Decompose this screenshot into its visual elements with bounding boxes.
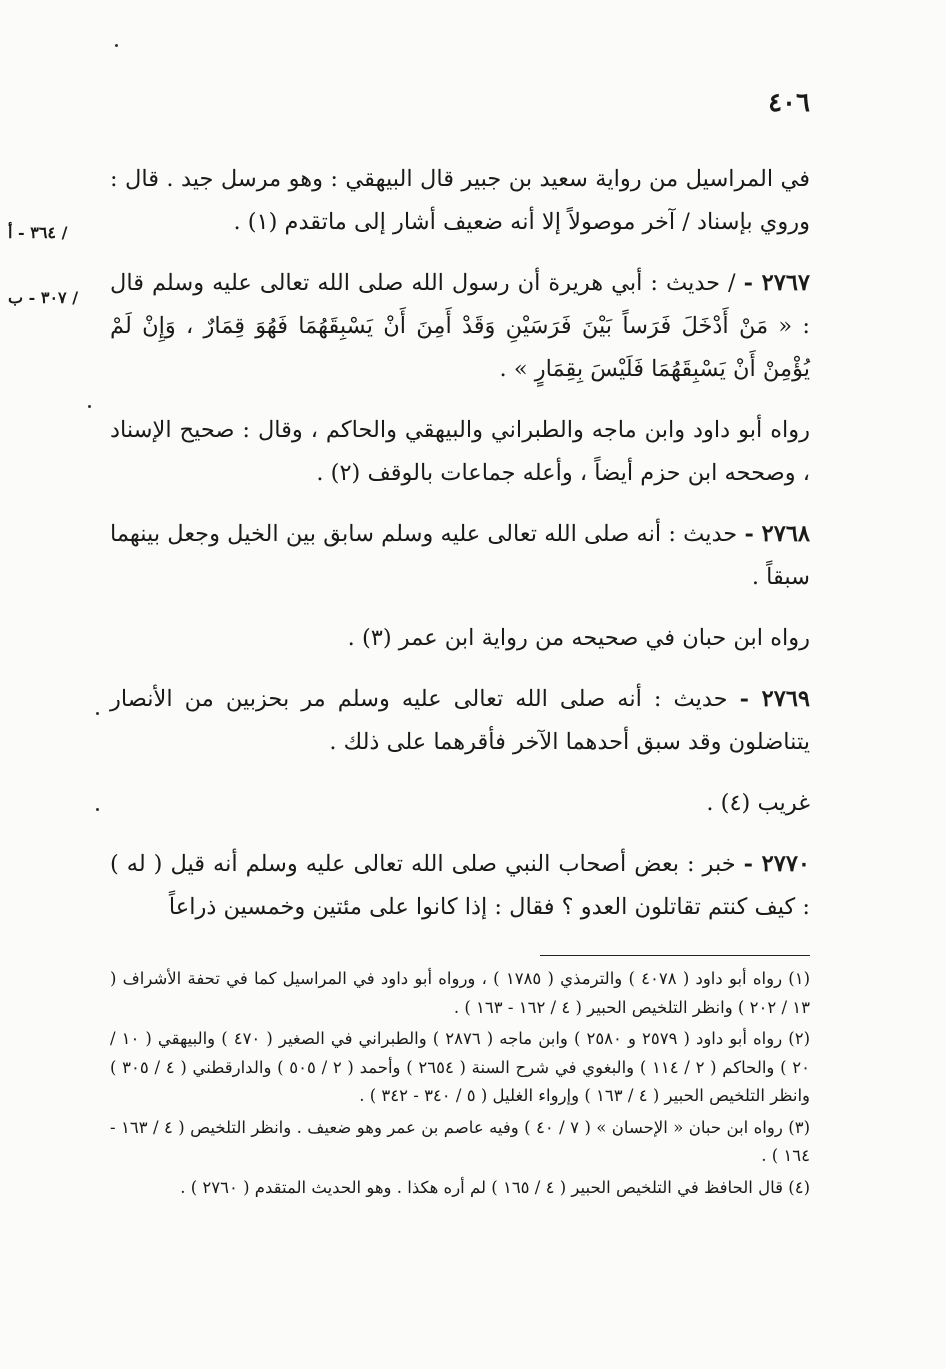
paragraph-7: [110, 782, 810, 825]
paragraph-text: حديث : أنه صلى الله تعالى عليه وسلم مر بحزبين من الأنصار يتناضلون وقد سبق أحدهما الآخر فأقرهما على ذلك .: [110, 686, 810, 755]
hadith-number: ٢٧٦٨ -: [744, 521, 811, 547]
hadith-number: ٢٧٦٩ -: [739, 686, 811, 712]
hadith-2769: [110, 678, 810, 764]
footnote-3: (٣) رواه ابن حبان « الإحسان » ( ٧ / ٤٠ ) وفيه عاصم بن عمر وهو ضعيف . وانظر التلخيص ( ٤ / ١٦٣ - ١٦٤ ) .: [110, 1117, 810, 1165]
margin-ref-2: / ٣٠٧ - ب: [8, 288, 79, 307]
paragraph-text: رواه أبو داود وابن ماجه والطبراني والبيهقي والحاكم ، وقال : صحيح الإسناد ، وصححه ابن حزم أيضاً ، وأعله جماعات بالوقف (٢) .: [110, 417, 810, 486]
margin-ref-1: / ٣٦٤ - أ: [8, 223, 68, 242]
page-number: ٤٠٦: [768, 88, 810, 118]
footnote-2: (٢) رواه أبو داود ( ٢٥٧٩ و ٢٥٨٠ ) وابن ماجه ( ٢٨٧٦ ) والطبراني في الصغير ( ٤٧٠ ) والبيهقي ( ١٠ / ٢٠ ) والحاكم ( ٢ / ١١٤ ) والبغوي في شرح السنة ( ٢٦٥٤ ) وأحمد ( ٢ / ٥٠٥ ) والدارقطني ( ٤ / ٣٠٥ ) وانظر التلخيص الحبير ( ٤ / ١٦٣ ) وإرواء الغليل ( ٥ / ٣٤٠ - ٣٤٢ ) .: [110, 1029, 811, 1105]
hadith-number: ٢٧٦٧ -: [743, 270, 810, 296]
scan-speck: [115, 44, 118, 47]
footnote-divider: [540, 955, 810, 956]
footnotes: [110, 965, 810, 1205]
footnote-4: (٤) قال الحافظ في التلخيص الحبير ( ٤ / ١٦٥ ) لم أره هكذا . وهو الحديث المتقدم ( ٢٧٦٠ ) .: [180, 1177, 810, 1197]
scan-speck: [88, 405, 91, 408]
paragraph-text: / حديث : أبي هريرة أن رسول الله صلى الله تعالى عليه وسلم قال : « مَنْ أَدْخَلَ فَرَساً بَيْنَ فَرَسَيْنِ وَقَدْ أَمِنَ أَنْ يَسْبِقَهُمَا فَهُوَ قِمَارٌ ، وَإِنْ لَمْ يُؤْمِنْ أَنْ يَسْبِقَهُمَا فَلَيْسَ بِقِمَارٍ » .: [110, 270, 810, 382]
paragraph-1: [110, 158, 810, 244]
paragraph-3: [110, 409, 810, 495]
footnote-1: (١) رواه أبو داود ( ٤٠٧٨ ) والترمذي ( ١٧٨٥ ) ، ورواه أبو داود في المراسيل كما في تحفة الأشراف ( ١٣ / ٢٠٢ ) وانظر التلخيص الحبير ( ٤ / ١٦٢ - ١٦٣ ) .: [110, 969, 811, 1017]
scan-speck: [96, 808, 99, 811]
hadith-2770: [110, 843, 810, 929]
paragraph-5: [110, 617, 810, 660]
paragraph-text: حديث : أنه صلى الله تعالى عليه وسلم سابق بين الخيل وجعل بينهما سبقاً .: [110, 521, 810, 590]
paragraph-text: في المراسيل من رواية سعيد بن جبير قال البيهقي : وهو مرسل جيد . قال : وروي بإسناد / آخر موصولاً إلا أنه ضعيف أشار إلى ماتقدم (١) .: [110, 166, 810, 235]
main-text: [110, 158, 810, 947]
paragraph-text: غريب (٤) .: [706, 790, 810, 816]
hadith-2767: [110, 262, 810, 391]
hadith-number: ٢٧٧٠ -: [743, 851, 811, 877]
paragraph-text: رواه ابن حبان في صحيحه من رواية ابن عمر (٣) .: [347, 625, 810, 651]
paragraph-text: خبر : بعض أصحاب النبي صلى الله تعالى عليه وسلم أنه قيل ( له ) : كيف كنتم تقاتلون العدو ؟ فقال : إذا كانوا على مئتين وخمسين ذراعاً: [110, 851, 810, 920]
scan-speck: [96, 712, 99, 715]
hadith-2768: [110, 513, 810, 599]
